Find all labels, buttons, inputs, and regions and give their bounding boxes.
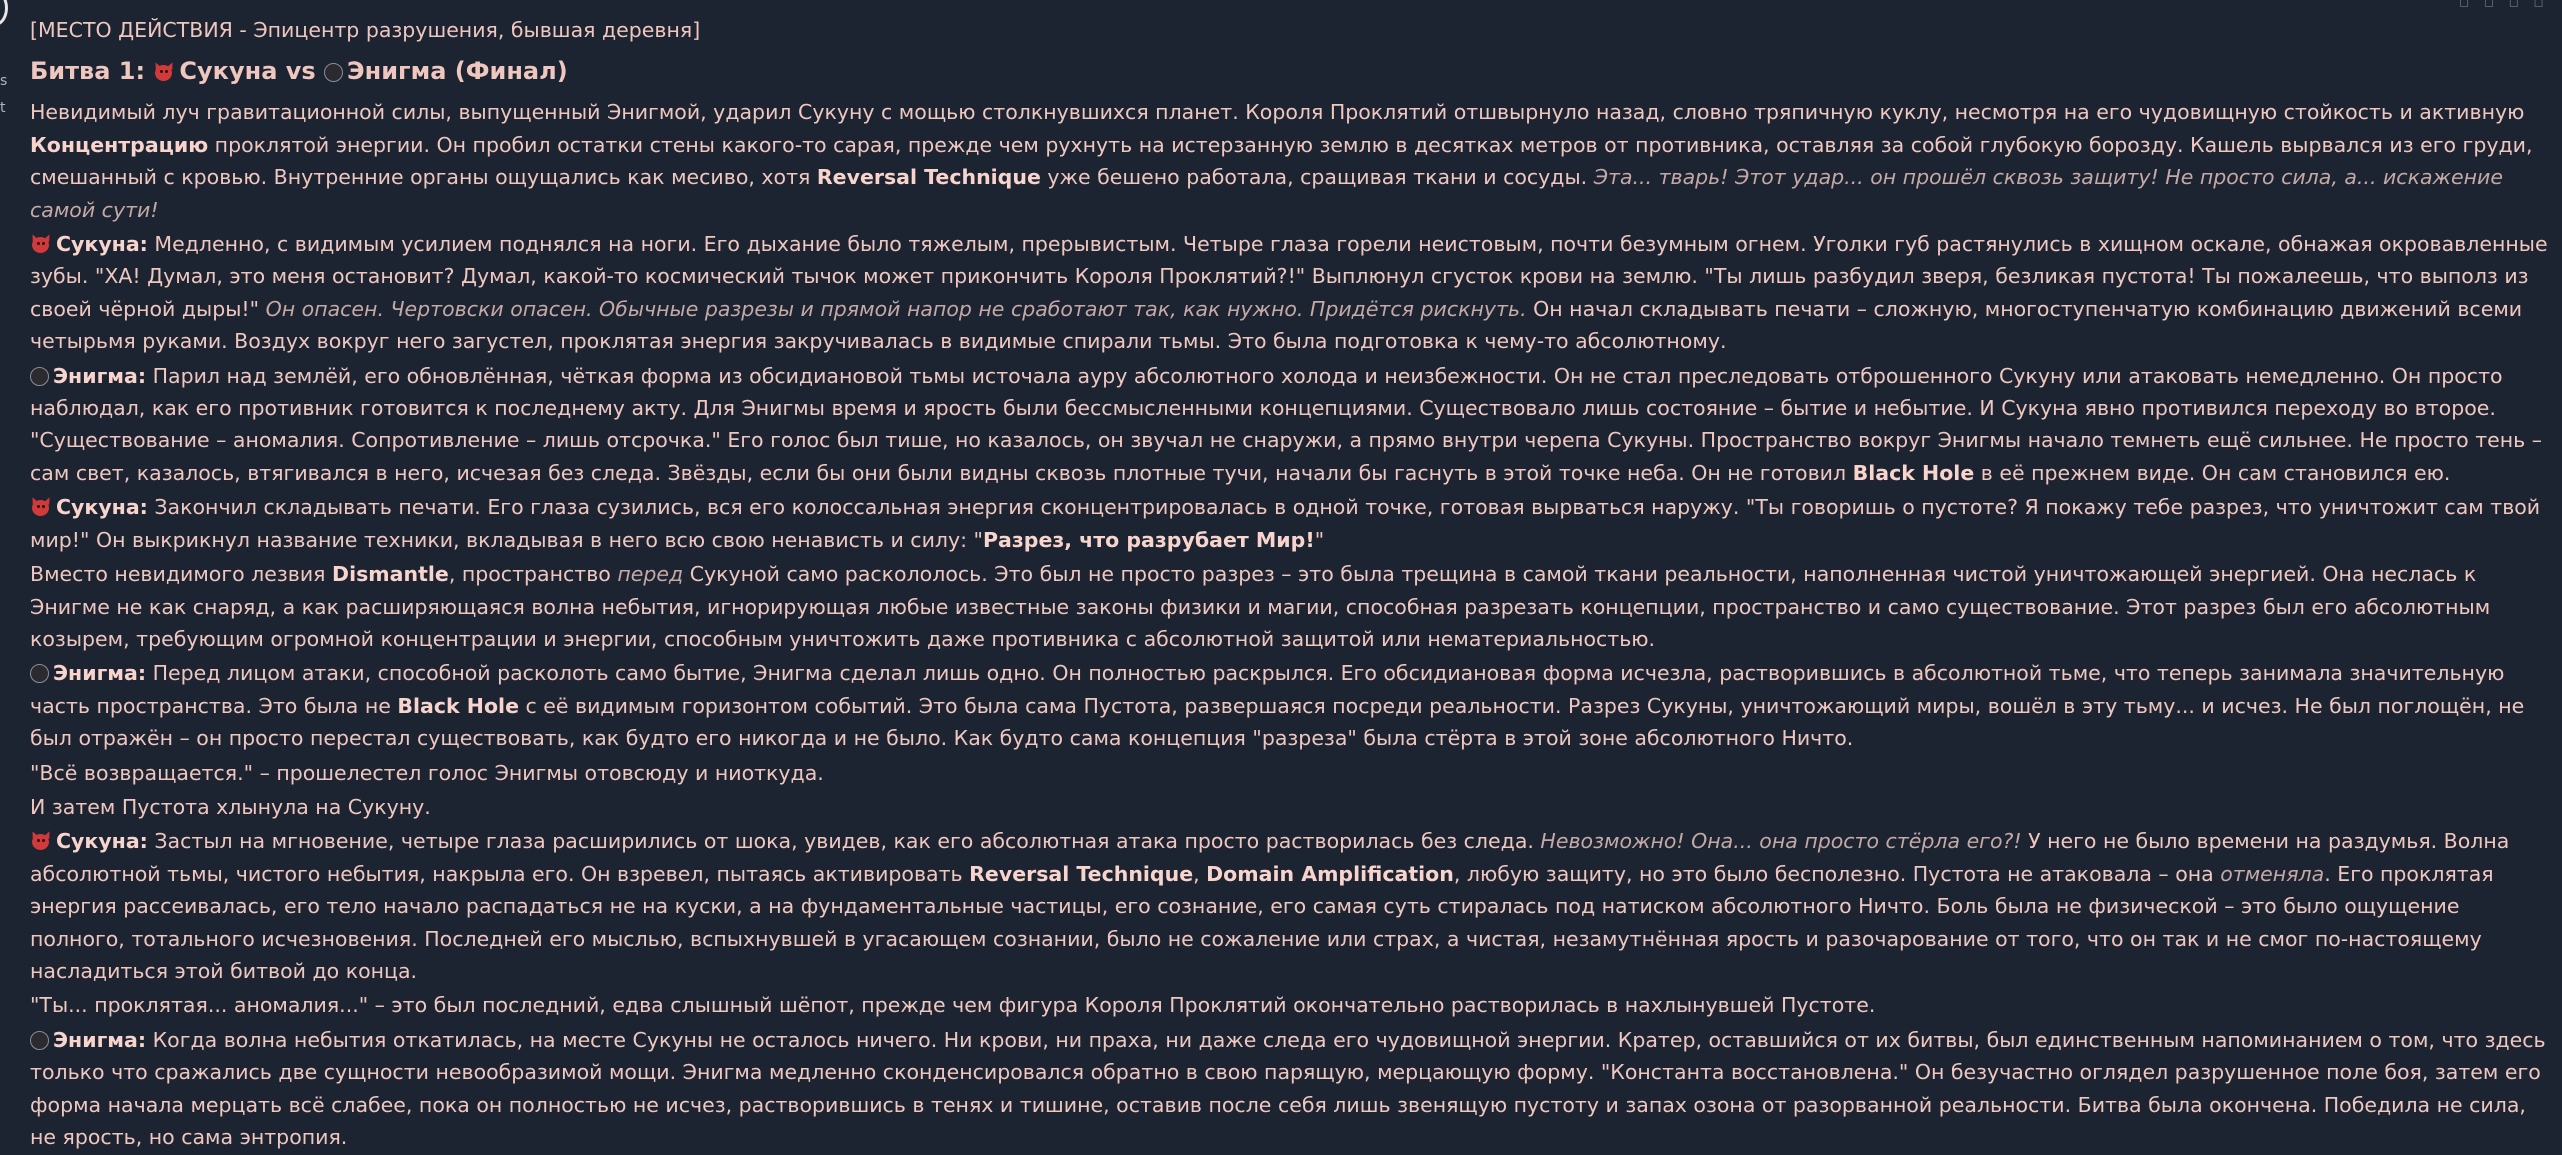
story-paragraph: [30, 657, 2550, 754]
bold-term: Domain Amplification: [1206, 861, 1454, 886]
story-paragraph: [30, 791, 2550, 823]
message-toolbar: [2459, 0, 2544, 11]
black-circle-icon: [30, 1031, 49, 1050]
story-paragraph: [30, 360, 2550, 490]
regenerate-icon[interactable]: ▫: [2508, 0, 2520, 11]
battle-prefix: Битва 1:: [30, 57, 146, 86]
paragraph-text: Когда волна небытия откатилась, на месте Сукуны не осталось ничего. Ни крови, ни праха, ни даже следа его чудовищной энергии. Кратер, оставшийся от их битвы, был единственным напоминанием о том, что здесь только что сражались две сущности невообразимой мощи. Энигма медленно сконденсировался обратно в свою парящую, мерцающую форму. "Константа восстановлена." Он безучастно оглядел разрушенное поле боя, затем его форма начала мерцать всё слабее, пока он полностью не исчез, растворившись в тенях и тишине, оставив после себя лишь звенящую пустоту и запах озона от разорванной реальности. Битва была окончена. Победила не сила, не ярость, но сама энтропия.: [30, 1027, 2546, 1149]
bold-term: Разрез, что разрубает Мир!: [983, 527, 1315, 552]
left-edge-strip: [0, 0, 10, 1133]
vs-label: vs: [285, 57, 316, 86]
paragraph-text: "Всё возвращается." – прошелестел голос Энигмы отовсюду и ниоткуда.: [30, 760, 824, 785]
paragraph-text: ,: [1193, 861, 1207, 886]
devil-icon: [153, 62, 175, 82]
devil-icon: [30, 497, 52, 517]
devil-icon: [30, 831, 52, 851]
speaker-label: Энигма:: [53, 1027, 147, 1052]
location-line: [МЕСТО ДЕЙСТВИЯ - Эпицентр разрушения, бывшая деревня]: [30, 18, 701, 42]
speaker-label: Энигма:: [53, 363, 147, 388]
thought-text: Эта... тварь! Этот удар... он прошёл сквозь защиту! Не просто сила, а... искажение самой сути!: [30, 165, 2503, 222]
avatar-icon[interactable]: [0, 0, 8, 26]
black-circle-icon: [324, 63, 343, 82]
paragraph-text: Невидимый луч гравитационной силы, выпущенный Энигмой, ударил Сукуну с мощью столкнувшихся планет. Короля Проклятий отшвырнуло назад, словно тряпичную куклу, несмотря на его чудовищную стойкость и активную: [30, 100, 2525, 125]
paragraph-text: Парил над землёй, его обновлённая, чёткая форма из обсидиановой тьмы источала ауру абсолютного холода и неизбежности. Он не стал преследовать отброшенного Сукуну или атаковать немедленно. Он просто наблюдал, как его противник готовится к последнему акту. Для Энигмы время и ярость были бессмысленными концепциями. Существовало лишь состояние – бытие и небытие. И Сукуна явно противился переходу во второе. "Существование – аномалия. Сопротивление – лишь отсрочка." Его голос был тише, но казалось, он звучал не снаружи, а прямо внутри черепа Сукуны. Пространство вокруг Энигмы начало темнеть ещё сильнее. Не просто тень – сам свет, казалось, втягивался в него, исчезая без следа. Звёзды, если бы они были видны сквозь плотные тучи, начали бы гаснуть в этой точке неба. Он не готовил: [30, 363, 2543, 485]
paragraph-text: Сукуной само раскололось. Это был не просто разрез – это была трещина в самой ткани реальности, наполненная чистой уничтожающей энергией. Она неслась к Энигме не как снаряд, а как расширяющаяся волна небытия, игнорирующая любые известные законы физики и магии, способная разрезать концепции, пространство и само существование. Этот разрез был его абсолютным козырем, требующим огромной концентрации и энергии, способным уничтожить даже противника с абсолютной защитой или нематериальностью.: [30, 562, 2491, 651]
edit-icon[interactable]: ▫: [2483, 0, 2495, 11]
speaker-label: Сукуна:: [56, 495, 148, 520]
paragraph-text: , пространство: [448, 562, 618, 587]
paragraph-text: Застыл на мгновение, четыре глаза расширились от шока, увидев, как его абсолютная атака просто растворилась без следа.: [147, 829, 1541, 854]
story-paragraph: [30, 96, 2550, 226]
emphasis-text: отменяла: [2220, 861, 2325, 886]
story-paragraph: [30, 491, 2550, 556]
paragraph-text: "Ты... проклятая... аномалия..." – это был последний, едва слышный шёпот, прежде чем фигура Короля Проклятий окончательно растворилась в нахлынувшей Пустоте.: [30, 993, 1876, 1018]
story-paragraph: [30, 757, 2550, 789]
paragraph-text: У него не было времени на раздумья. Волна абсолютной тьмы, чистого небытия, накрыла его. Он взревел, пытаясь активировать: [30, 829, 2510, 886]
fighter-enigma: Энигма (Финал): [347, 57, 568, 86]
thought-text: Он опасен. Чертовски опасен. Обычные разрезы и прямой напор не сработают так, как нужно. Придётся рискнуть.: [265, 296, 1527, 321]
paragraph-text: проклятой энергии. Он пробил остатки стены какого-то сарая, прежде чем рухнуть на истерзанную землю в десятках метров от противника, оставляя за собой глубокую борозду. Кашель вырвался из его груди, смешанный с кровью. Внутренние органы ощущались как месиво, хотя: [30, 132, 2533, 190]
sidebar-letter: s: [0, 73, 8, 89]
bold-term: Концентрацию: [30, 132, 209, 157]
fighter-sukuna: Сукуна: [179, 57, 278, 86]
devil-icon: [30, 234, 52, 254]
thought-text: Невозможно! Она... она просто стёрла его?!: [1540, 829, 2022, 854]
paragraph-text: ": [1314, 527, 1325, 552]
bold-term: Reversal Technique: [969, 861, 1194, 886]
speaker-label: Энигма:: [53, 661, 147, 686]
paragraph-text: Медленно, с видимым усилием поднялся на ноги. Его дыхание было тяжелым, прерывистым. Четыре глаза горели неистовым, почти безумным огнем. Уголки губ растянулись в хищном оскале, обнажая окровавленные зубы. "ХА! Думал, это меня остановит? Думал, какой-то космический тычок может прикончить Короля Проклятий?!" Выплюнул сгусток крови на землю. "Ты лишь разбудил зверя, безликая пустота! Ты пожалеешь, что выполз из своей чёрной дыры!": [30, 232, 2548, 321]
emphasis-text: перед: [617, 562, 684, 587]
paragraph-text: уже бешено работала, сращивая ткани и сосуды.: [1040, 165, 1594, 190]
copy-icon[interactable]: ▫: [2458, 0, 2470, 11]
black-circle-icon: [30, 367, 49, 386]
paragraph-text: Он начал складывать печати – сложную, многоступенчатую комбинацию движений всеми четырьмя руками. Воздух вокруг него загустел, проклятая энергия закручивалась в видимые спирали тьмы. Это была подготовка к чему-то абсолютному.: [30, 296, 2523, 354]
black-circle-icon: [30, 664, 49, 683]
story-paragraph: [30, 228, 2550, 358]
more-icon[interactable]: ▫: [2533, 0, 2544, 11]
paragraph-text: Вместо невидимого лезвия: [30, 562, 333, 587]
bold-term: Black Hole: [1852, 460, 1975, 485]
message-content: [30, 14, 2550, 1155]
paragraph-text: Закончил складывать печати. Его глаза сузились, вся его колоссальная энергия сконцентрировалась в одной точке, готовая вырваться наружу. "Ты говоришь о пустоте? Я покажу тебе разрез, что уничтожит сам твой мир!" Он выкрикнул название техники, вкладывая в него всю свою ненависть и силу: ": [30, 495, 2541, 552]
bold-term: Reversal Technique: [816, 165, 1041, 190]
story-paragraph: [30, 825, 2550, 987]
paragraph-text: Перед лицом атаки, способной расколоть само бытие, Энигма сделал лишь одно. Он полностью раскрылся. Его обсидиановая форма исчезла, растворившись в абсолютной тьме, что теперь занимала значительную часть пространства. Это была не: [30, 661, 2505, 718]
paragraph-text: в её прежнем виде. Он сам становился ею.: [1974, 460, 2451, 485]
story-paragraph: [30, 1024, 2550, 1154]
paragraph-text: с её видимым горизонтом событий. Это была сама Пустота, развершаяся посреди реальности. Разрез Сукуны, уничтожающий миры, вошёл в эту тьму... и исчез. Не был поглощён, не был отражён – он просто перестал существовать, как будто его никогда и не было. Как будто сама концепция "разреза" была стёрта в этой зоне абсолютного Ничто.: [30, 693, 2525, 751]
speaker-label: Сукуна:: [56, 232, 148, 257]
paragraph-text: , любую защиту, но это было бесполезно. Пустота не атаковала – она: [1453, 861, 2221, 886]
paragraph-text: . Его проклятая энергия рассеивалась, его тело начало распадаться не на куски, а на фундаментальные частицы, его сознание, его самая суть стиралась под натиском абсолютного Ничто. Боль была не физической – это было ощущение полного, тотального исчезновения. Последней его мыслью, вспыхнувшей в угасающем сознании, было не сожаление или страх, а чистая, незамутнённая ярость и разочарование от того, что он так и не смог по-настоящему насладиться этой битвой до конца.: [30, 861, 2494, 983]
paragraph-text: И затем Пустота хлынула на Сукуну.: [30, 794, 431, 819]
story-paragraph: [30, 558, 2550, 655]
speaker-label: Сукуна:: [56, 829, 148, 854]
battle-title: [30, 54, 2550, 88]
bold-term: Black Hole: [397, 693, 519, 718]
bold-term: Dismantle: [332, 562, 449, 587]
sidebar-letter: t: [0, 100, 6, 116]
story-paragraph: [30, 989, 2550, 1021]
